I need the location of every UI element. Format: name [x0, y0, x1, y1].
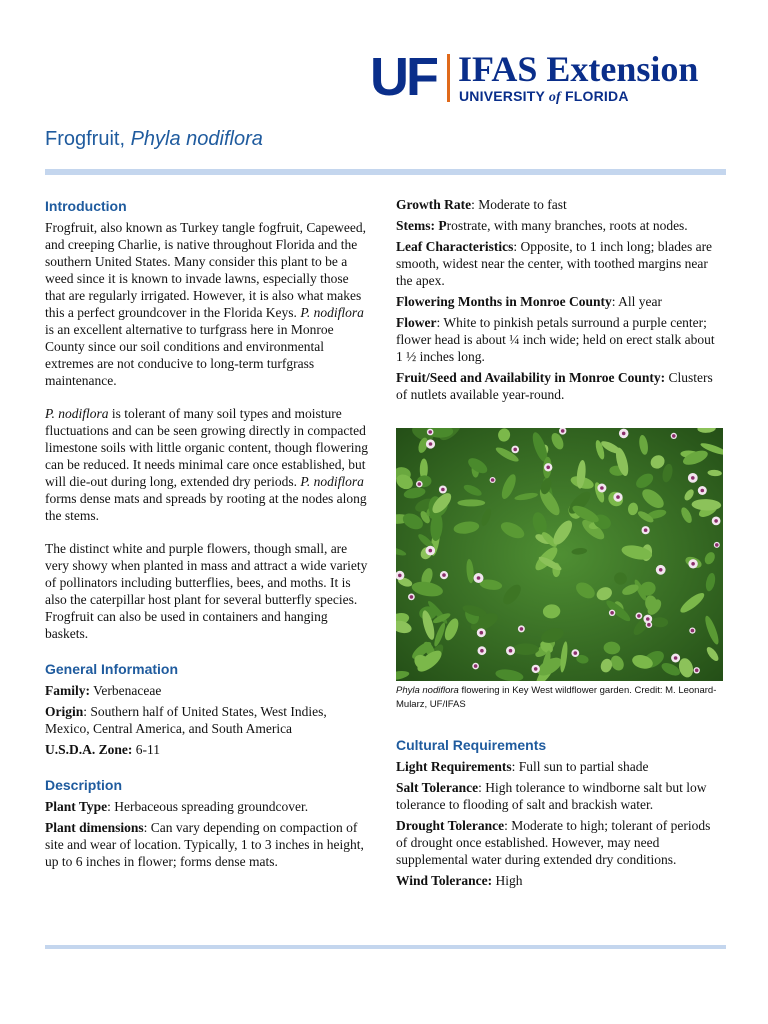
flower-head — [671, 433, 677, 439]
intro-paragraph-3: The distinct white and purple flowers, though small, are very showy when planted in mass and attract a wide variety of pollinators including butterflies, bees, and moths. It is also the caterpillar host plant for several butterfly species. Frogfruit can also be used in containers and hanging baskets. — [45, 541, 368, 641]
flower-head — [511, 446, 519, 454]
flower-head — [416, 481, 423, 488]
footer-rule — [45, 945, 726, 949]
flower-head — [597, 484, 606, 493]
flower-head — [427, 429, 434, 436]
frogfruit-photo — [396, 428, 723, 681]
flower-head — [518, 625, 525, 632]
flower-head — [642, 526, 650, 534]
right-column-traits — [396, 196, 721, 403]
description-heading: Description — [45, 777, 123, 793]
intro-paragraph-2: P. nodiflora is tolerant of many soil types and moisture fluctuations and can be seen growing directly in compacted limestone soils with little organic content, though flowering can be reduced. It needs minimal care once established, but will die-out during long, extended dry periods. P. nodiflora forms dense mats and spreads by rooting at the nodes along the stems. — [45, 406, 368, 523]
growth-rate-row: Growth Rate: Moderate to fast — [396, 197, 567, 212]
flower-head — [532, 665, 540, 673]
ifas-extension-logo — [370, 47, 730, 108]
salt-row: Salt Tolerance: High tolerance to windborne salt but low tolerance to flooding of salt and brackish water. — [396, 780, 707, 812]
family-row: Family: Verbenaceae — [45, 683, 162, 698]
flower-head — [698, 486, 707, 495]
flower-head — [474, 573, 484, 583]
leaf — [512, 643, 539, 655]
logo-uf-mark: UF — [370, 47, 436, 107]
logo-university-text: UNIVERSITY of FLORIDA — [459, 88, 629, 105]
plant-photo-illustration — [396, 428, 723, 681]
page-title: Frogfruit, Phyla nodiflora — [45, 128, 263, 150]
logo-brand-text: IFAS Extension — [458, 49, 699, 89]
origin-row: Origin: Southern half of United States, West Indies, Mexico, Central America, and South America — [45, 704, 327, 736]
stems-row: Stems: Prostrate, with many branches, roots at nodes. — [396, 218, 688, 233]
flower-head — [636, 613, 643, 620]
flower-row: Flower: White to pinkish petals surround a purple center; flower head is about ¼ inch wide; held on erect stalk about 1 ½ inches long. — [396, 315, 715, 364]
fruit-row: Fruit/Seed and Availability in Monroe County: Clusters of nutlets available year-round. — [396, 370, 713, 402]
flower-head — [408, 594, 415, 601]
flower-head — [609, 610, 615, 616]
intro-paragraph-1: Frogfruit, also known as Turkey tangle fogfruit, Capeweed, and creeping Charlie, is native throughout Florida and the southern United States. Many consider this plant to be a weed since it is known to invade lawns, especially those that are regularly irrigated. However, it is also what makes this a perfect groundcover in the Florida Keys. P. nodiflora is an excellent alternative to turfgrass here in Monroe County since our soil conditions and environmental extremes are not conducive to long-term turfgrass maintenance. — [45, 220, 366, 388]
flower-head — [712, 517, 721, 526]
flower-head — [689, 628, 695, 634]
flower-head — [688, 559, 697, 568]
cultural-requirements-section — [396, 736, 721, 889]
flower-head — [571, 649, 579, 657]
photo-caption: Phyla nodiflora flowering in Key West wildflower garden. Credit: M. Leonard-Mularz, UF/IFAS — [396, 685, 717, 710]
plant-type-row: Plant Type: Herbaceous spreading groundcover. — [45, 799, 309, 814]
flower-head — [544, 463, 552, 471]
general-information-heading: General Information — [45, 661, 179, 677]
flower-head — [646, 621, 653, 628]
flowering-months-row: Flowering Months in Monroe County: All year — [396, 294, 663, 309]
flower-head — [440, 571, 448, 579]
wind-row: Wind Tolerance: High — [396, 873, 523, 888]
flower-head — [490, 477, 496, 483]
flower-head — [714, 542, 720, 548]
flower-head — [613, 493, 622, 502]
flower-head — [477, 628, 486, 637]
leaf — [457, 499, 485, 506]
title-rule — [45, 169, 726, 175]
flower-head — [426, 546, 436, 556]
zone-row: U.S.D.A. Zone: 6-11 — [45, 742, 161, 757]
flower-head — [619, 429, 629, 439]
introduction-heading: Introduction — [45, 198, 127, 214]
light-row: Light Requirements: Full sun to partial shade — [396, 759, 649, 774]
leaf-row: Leaf Characteristics: Opposite, to 1 inch long; blades are smooth, widest near the center, with toothed margins near the apex. — [396, 239, 713, 288]
flower-head — [694, 667, 700, 673]
flower-head — [656, 565, 666, 575]
drought-row: Drought Tolerance: Moderate to high; tolerant of periods of drought once established. However, may need supplemental water during extended dry conditions. — [396, 818, 711, 867]
logo-divider — [447, 54, 450, 102]
flower-head — [478, 646, 487, 655]
left-column — [45, 197, 370, 870]
flower-head — [439, 486, 447, 494]
cultural-requirements-heading: Cultural Requirements — [396, 737, 547, 753]
flower-head — [426, 439, 435, 448]
flower-head — [472, 663, 479, 670]
flower-head — [506, 646, 515, 655]
plant-dimensions-row: Plant dimensions: Can vary depending on compaction of site and wear of location. Typically, 1 to 3 inches in height, up to 6 inches in flower; forms dense mats. — [45, 820, 364, 869]
flower-head — [688, 473, 698, 483]
flower-head — [671, 654, 680, 663]
